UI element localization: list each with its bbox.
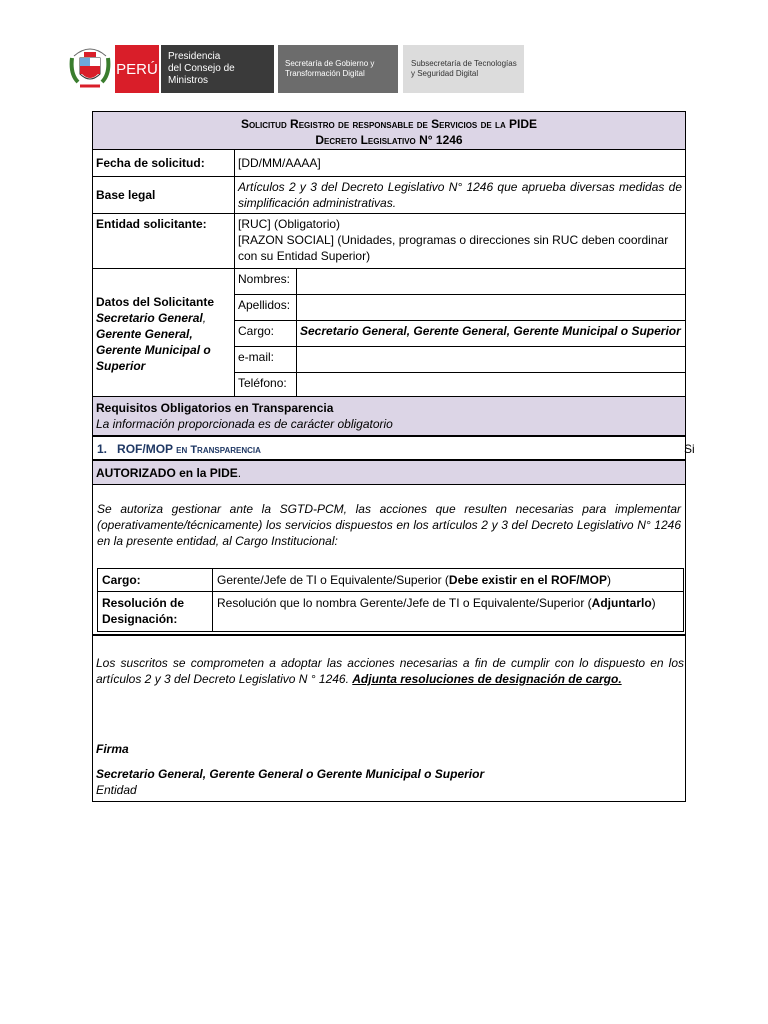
telefono-label: Teléfono: (235, 373, 297, 399)
autorizado-dot: . (237, 466, 242, 480)
entidad-razon-social: [RAZON SOCIAL] (Unidades, programas o direcciones sin RUC deben coordinar con su Entidad Superior) (238, 233, 669, 263)
signatory-entity: Entidad (96, 783, 137, 797)
resolucion-text: Resolución que lo nombra Gerente/Jefe de TI o Equivalente/Superior ( (217, 596, 592, 610)
entidad-row (93, 214, 686, 269)
cargo-value[interactable]: Secretario General, Gerente General, Gerente Municipal o Superior (297, 321, 686, 347)
resolucion-row (98, 592, 684, 632)
autorizacion-text: Se autoriza gestionar ante la SGTD-PCM, las acciones que resulten necesarias para implementar (operativamente/técnicamente) los servicios dispuestos en los artículos 2 y 3 del Decreto Legislativo N° 1246 en la presente entidad, al Cargo Institucional: (97, 502, 681, 548)
base-legal-label: Base legal (93, 177, 235, 214)
si-checkbox-label[interactable]: Si (684, 442, 695, 456)
form-title-line-1: Solicitud Registro de responsable de Servicios de la PIDE (240, 117, 538, 131)
cargo-inst-close: ) (606, 573, 611, 587)
autorizacion-body (92, 484, 686, 635)
resolucion-label: Resolución de Designación: (98, 592, 213, 632)
base-legal-row (93, 177, 686, 214)
fecha-label: Fecha de solicitud: (93, 150, 235, 177)
datos-solicitante-label: Datos del Solicitante (96, 294, 215, 309)
nombres-input[interactable] (297, 269, 686, 295)
resolucion-close: ) (651, 596, 656, 610)
cargo-institucional-table (97, 568, 684, 632)
fecha-row (93, 150, 686, 177)
compromiso-section (92, 635, 686, 802)
secretaria-line-1: Secretaría de Gobierno y (285, 59, 375, 68)
requisitos-title: Requisitos Obligatorios en Transparencia (96, 401, 334, 415)
presidencia-line-2: del Consejo de Ministros (168, 63, 235, 86)
signatory-title: Secretario General, Gerente General o Gerente Municipal o Superior (96, 767, 485, 781)
requisitos-subtitle: La información proporcionada es de carácter obligatorio (96, 417, 393, 431)
form-main-table (92, 149, 686, 399)
resolucion-bold: Adjuntarlo (591, 596, 652, 610)
nombres-label: Nombres: (235, 269, 297, 295)
email-input[interactable] (297, 347, 686, 373)
presidencia-line-1: Presidencia (168, 51, 221, 62)
entidad-label: Entidad solicitante: (93, 214, 235, 269)
compromiso-text (96, 655, 684, 687)
form-title (92, 111, 686, 150)
cargo-inst-row (98, 569, 684, 592)
rof-sublabel: en Transparencia (176, 444, 261, 456)
autorizado-row (92, 460, 686, 485)
presidencia-block (161, 45, 274, 93)
subsecretaria-line-1: Subsecretaría de Tecnologías (411, 59, 517, 68)
datos-sub-2: Gerente General, Gerente Municipal o Superior (96, 326, 211, 373)
form-title-line-2: Decreto Legislativo N° 1246 (315, 133, 463, 147)
adjunta-resoluciones-note: Adjunta resoluciones de designación de cargo. (352, 672, 622, 686)
cargo-inst-text: Gerente/Jefe de TI o Equivalente/Superior ( (217, 573, 449, 587)
rof-number: 1. (97, 442, 108, 456)
base-legal-value: Artículos 2 y 3 del Decreto Legislativo N° 1246 que aprueba diversas medidas de simplificación administrativas. (235, 177, 686, 214)
resolucion-value (213, 592, 684, 632)
cargo-inst-bold: Debe existir en el ROF/MOP (448, 573, 607, 587)
telefono-input[interactable] (297, 373, 686, 399)
nombres-row (93, 269, 686, 295)
datos-solicitante-cell: Datos del Solicitante Secretario General, Gerente General, Gerente Municipal o Superior (93, 269, 235, 399)
entidad-ruc: [RUC] (Obligatorio) (238, 217, 341, 231)
cargo-label: Cargo: (235, 321, 297, 347)
peru-label: PERÚ (116, 60, 158, 78)
fecha-field[interactable]: [DD/MM/AAAA] (235, 150, 686, 177)
secretaria-line-2: Transformación Digital (285, 69, 365, 78)
peru-coat-of-arms-icon (68, 44, 112, 94)
subsecretaria-line-2: y Seguridad Digital (411, 69, 479, 78)
requisitos-section (92, 396, 686, 436)
autorizado-label: AUTORIZADO en la PIDE (96, 466, 238, 480)
apellidos-label: Apellidos: (235, 295, 297, 321)
firma-label: Firma (96, 742, 129, 756)
cargo-inst-label: Cargo: (98, 569, 213, 592)
subsecretaria-block (403, 45, 524, 93)
rof-label: ROF/MOP (117, 442, 173, 456)
compromiso-body: Los suscritos se comprometen a adoptar las acciones necesarias a fin de cumplir con lo dispuesto en los artículos 2 y 3 del Decreto Legislativo N ° 1246. (96, 656, 684, 686)
rof-mop-row (92, 436, 686, 460)
secretaria-block (278, 45, 398, 93)
email-label: e-mail: (235, 347, 297, 373)
peru-logo-block (115, 45, 159, 93)
entidad-field[interactable] (235, 214, 686, 269)
cargo-inst-value (213, 569, 684, 592)
datos-sub-1: Secretario General (96, 310, 203, 325)
apellidos-input[interactable] (297, 295, 686, 321)
